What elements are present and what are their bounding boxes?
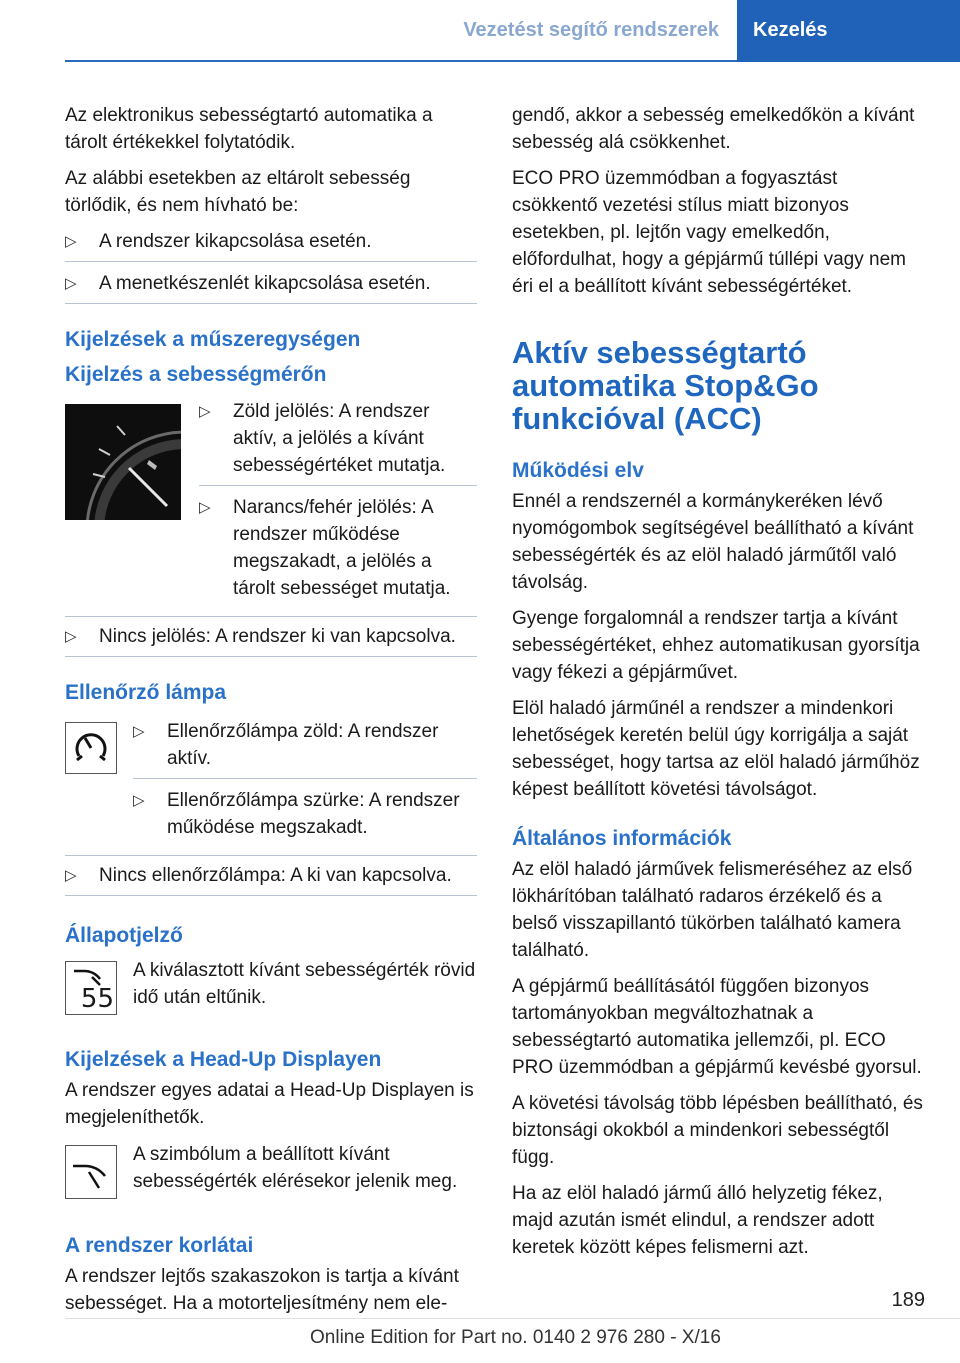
list-item: ▷ Zöld jelölés: A rendszer aktív, a jelölés a kívánt sebességértéket mutatja. [199, 398, 477, 486]
edition-note: Online Edition for Part no. 0140 2 976 280 - X/16 [310, 1327, 721, 1348]
status-speed-value: 55 [80, 984, 114, 1014]
heading-indicator-lamp: Ellenőrző lámpa [65, 681, 227, 704]
speedometer-list [199, 398, 477, 608]
status-block [65, 957, 477, 1020]
lamp-block [65, 718, 477, 855]
heading-status: Állapotjelző [65, 924, 183, 947]
speedometer-image [65, 404, 181, 520]
paragraph: A rendszer egyes adatai a Head-Up Displayen is megjeleníthetők. [65, 1080, 474, 1128]
list-item: ▷ Nincs jelölés: A rendszer ki van kapcsolva. [65, 623, 477, 657]
list-item: ▷ Nincs ellenőrzőlámpa: A ki van kapcsolva. [65, 862, 477, 896]
paragraph: A szimbólum a beállított kívánt sebességérték elérésekor jelenik meg. [133, 1144, 458, 1192]
paragraph: gendő, akkor a sebesség emelkedőkön a kívánt sebesség alá csökkenhet. [512, 105, 915, 153]
bullet-list [65, 855, 477, 896]
heading-speedometer: Kijelzés a sebességmérőn [65, 363, 327, 386]
paragraph: Az elöl haladó járművek felismeréséhez az első lökhárítóban található radaros érzékelő és a belső visszapillantó tükörben található kamera található. [512, 859, 913, 961]
paragraph: A rendszer lejtős szakaszokon is tartja a kívánt sebességet. Ha a motorteljesítmény nem ele- [65, 1266, 459, 1314]
list-item: ▷ A menetkészenlét kikapcsolása esetén. [65, 270, 477, 304]
paragraph: Az elektronikus sebességtartó automatika a tárolt értékekkel folytatódik. [65, 105, 433, 153]
paragraph: Az alábbi esetekben az eltárolt sebesség törlődik, és nem hívható be: [65, 168, 411, 216]
lamp-list [133, 718, 477, 847]
paragraph: Elöl haladó járműnél a rendszer a mindenkori lehetőségek keretén belül úgy korrigálja a saját sebességet, hogy tartsa az elöl haladó járműhöz képest beállított követési távolságot. [512, 698, 920, 800]
hud-symbol-block [65, 1141, 477, 1204]
paragraph: Ha az elöl haladó jármű álló helyzetig fékez, majd azután ismét elindul, a rendszer adott keretek között képes felismerni azt. [512, 1183, 883, 1258]
list-item: ▷ Ellenőrzőlámpa szürke: A rendszer működése megszakadt. [133, 787, 477, 847]
hud-speed-reached-icon [65, 1145, 117, 1199]
paragraph: Ennél a rendszernél a kormánykeréken lévő nyomógombok segítségével beállítható a kívánt sebességérték és az elöl haladó járműtől való távolság. [512, 491, 914, 593]
page-number: 189 [891, 1289, 925, 1311]
left-column [65, 102, 477, 1326]
bullet-list [65, 228, 477, 304]
list-item: ▷ A rendszer kikapcsolása esetén. [65, 228, 477, 262]
chapter-tab: Kezelés [737, 0, 960, 62]
heading-limits: A rendszer korlátai [65, 1234, 254, 1257]
paragraph: Gyenge forgalomnál a rendszer tartja a kívánt sebességértéket, ehhez automatikusan gyorsítja vagy fékezi a gépjárművet. [512, 608, 920, 683]
list-item: ▷ Ellenőrzőlámpa zöld: A rendszer aktív. [133, 718, 477, 779]
heading-general-info: Általános információk [512, 827, 732, 850]
heading-acc: Aktív sebességtartó automatika Stop&Go funkcióval (ACC) [512, 335, 819, 436]
page-header [65, 0, 960, 62]
cruise-control-lamp-icon [65, 722, 117, 774]
paragraph: A követési távolság több lépésben beállítható, és biztonsági okokból a mindenkori sebességtől függ. [512, 1093, 923, 1168]
status-speed-icon [65, 961, 117, 1015]
list-item: ▷ Narancs/fehér jelölés: A rendszer működése megszakadt, a jelölés a tárolt sebességet mutatja. [199, 494, 477, 608]
speedometer-block [65, 398, 477, 616]
heading-hud: Kijelzések a Head-Up Displayen [65, 1048, 382, 1071]
right-column [512, 102, 926, 1270]
heading-displays: Kijelzések a műszeregységen [65, 328, 361, 351]
paragraph: A kiválasztott kívánt sebességérték rövid idő után eltűnik. [133, 960, 476, 1008]
bullet-list [65, 616, 477, 657]
heading-principle: Működési elv [512, 459, 644, 482]
paragraph: A gépjármű beállításától függően bizonyos tartományokban megváltozhatnak a sebességtartó automatika jellemzői, pl. ECO PRO üzemmódban a gépjármű kevésbé gyorsul. [512, 976, 922, 1078]
section-title: Vezetést segítő rendszerek [65, 0, 737, 62]
paragraph: ECO PRO üzemmódban a fogyasztást csökkentő vezetési stílus miatt bizonyos esetekben, pl. lejtőn vagy emelkedőn, előfordulhat, hogy a gépjármű túllépi vagy nem éri el a beállított kívánt sebességértéket. [512, 168, 906, 297]
